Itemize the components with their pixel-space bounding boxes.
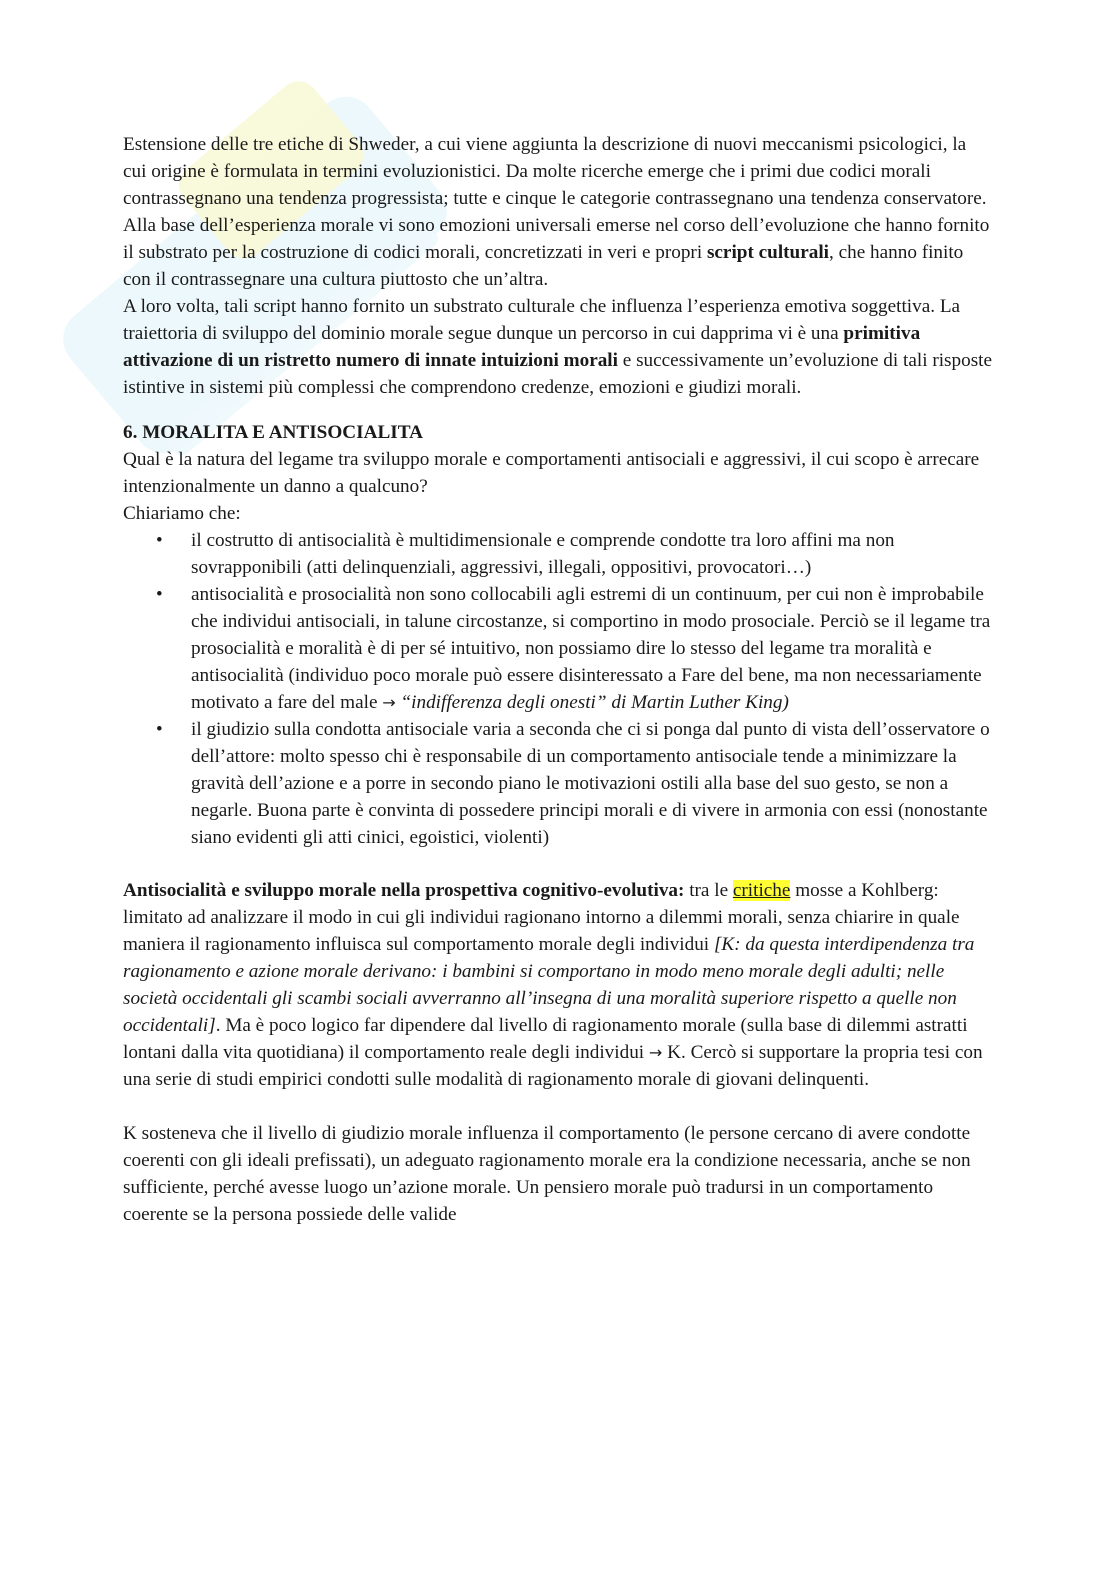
bullet-item-3 [123,716,993,851]
highlighted-word-critiche: critiche [732,880,791,901]
kohlberg-italic-note: [K: da questa interdipendenza tra ragionamento e azione morale derivano: i bambini si comportano in modo meno morale degli adulti; nelle società occidentali gli scambi sociali avverranno all’insegna di una moralità superiore rispetto a quelle non occidentali] [123,934,975,1036]
intro-text-1: Estensione delle tre etiche di Shweder, a cui viene aggiunta la descrizione di nuovi meccanismi psicologici, la cui origine è formulata in termini evoluzionistici. Da molte ricerche emerge che i primi due codici morali contrassegnano una tendenza progressista; tutte e cinque le categorie contrassegnano una tendenza conservatore. [123,134,987,209]
intro-bold-script-culturali: script culturali [706,242,829,263]
section-lead: Chiariamo che: [123,503,241,524]
right-arrow-icon: → [648,1043,663,1062]
bullet-dot: • [156,530,163,551]
bullet-item-2 [123,581,993,716]
document-page [123,131,993,1228]
bullet-italic-quote: “indifferenza degli onesti” di Martin Luther King) [395,692,789,713]
section-heading: 6. MORALITA E ANTISOCIALITA [123,422,423,443]
kohlberg-bold-lead: Antisocialità e sviluppo morale nella prospettiva cognitivo-evolutiva: [123,880,685,901]
bullet-text-2: antisocialità e prosocialità non sono collocabili agli estremi di un continuum, per cui non è improbabile che individui antisociali, in talune circostanze, si comportino in modo prosociale. Perciò se il legame tra prosocialità e moralità è di per sé intuitivo, non possiamo dire lo stesso del legame tra moralità e antisocialità (individuo poco morale può essere disinteressato a Fare del bene, ma non necessariamente motivato a fare del male [191,584,991,713]
bullet-text-1: il costrutto di antisocialità è multidimensionale e comprende condotte tra loro affini ma non sovrapponibili (atti delinquenziali, aggressivi, illegali, oppositivi, provocatori…) [191,530,895,578]
bullet-item-1 [123,527,993,581]
intro-paragraph-1 [123,131,993,212]
bullet-dot: • [156,584,163,605]
bullet-list [123,527,993,851]
bullet-text-3: il giudizio sulla condotta antisociale varia a seconda che ci si ponga dal punto di vista dell’osservatore o dell’attore: molto spesso chi è responsabile di un comportamento antisociale tende a minimizzare la gravità dell’azione e a porre in secondo piano le motivazioni ostili alla base del suo gesto, se non a negarle. Buona parte è convinta di possedere principi morali e di vivere in armonia con essi (nonostante siano evidenti gli atti cinici, egoistici, violenti) [191,719,990,848]
intro-text-3b: e successivamente un’evoluzione di tali risposte istintive in sistemi più complessi che comprendono credenze, emozioni e giudizi morali. [123,350,993,398]
kohlberg-paragraph [123,877,993,1093]
kohlberg-text-d: K. Cercò si supportare la propria tesi con una serie di studi empirici condotti sulle modalità di ragionamento morale di giovani delinquenti. [123,1042,983,1090]
right-arrow-icon: → [382,693,396,712]
intro-text-2a: Alla base dell’esperienza morale vi sono emozioni universali emerse nel corso dell’evoluzione che hanno fornito il substrato per la costruzione di codici morali, concretizzati in veri e propri [123,215,990,263]
intro-text-3a: A loro volta, tali script hanno fornito un substrato culturale che influenza l’esperienza emotiva soggettiva. La traiettoria di sviluppo del dominio morale segue dunque un percorso in cui dapprima vi è una [123,296,961,344]
bullet-dot: • [156,719,163,740]
intro-paragraph-2 [123,212,993,293]
kohlberg-text-c: . Ma è poco logico far dipendere dal livello di ragionamento morale (sulla base di dilemmi astratti lontani dalla vita quotidiana) il comportamento reale degli individui [123,1015,968,1063]
intro-paragraph-3 [123,293,993,401]
intro-bold-intuizioni: primitiva attivazione di un ristretto numero di innate intuizioni morali [123,323,921,371]
section-question: Qual è la natura del legame tra sviluppo morale e comportamenti antisociali e aggressivi, il cui scopo è arrecare intenzionalmente un danno a qualcuno? [123,449,980,497]
intro-text-2b: , che hanno finito con il contrassegnare una cultura piuttosto che un’altra. [123,242,964,290]
kohlberg-text-b: mosse a Kohlberg: limitato ad analizzare il modo in cui gli individui ragionano intorno a dilemmi morali, senza chiarire in quale maniera il ragionamento influisca sul comportamento morale degli individui [123,880,960,955]
kohlberg-text-a: tra le [684,880,733,901]
closing-paragraph: K sosteneva che il livello di giudizio morale influenza il comportamento (le persone cercano di avere condotte coerenti con gli ideali prefissati), un adeguato ragionamento morale era la condizione necessaria, anche se non sufficiente, perché avesse luogo un’azione morale. Un pensiero morale può tradursi in un comportamento coerente se la persona possiede delle valide [123,1123,971,1225]
